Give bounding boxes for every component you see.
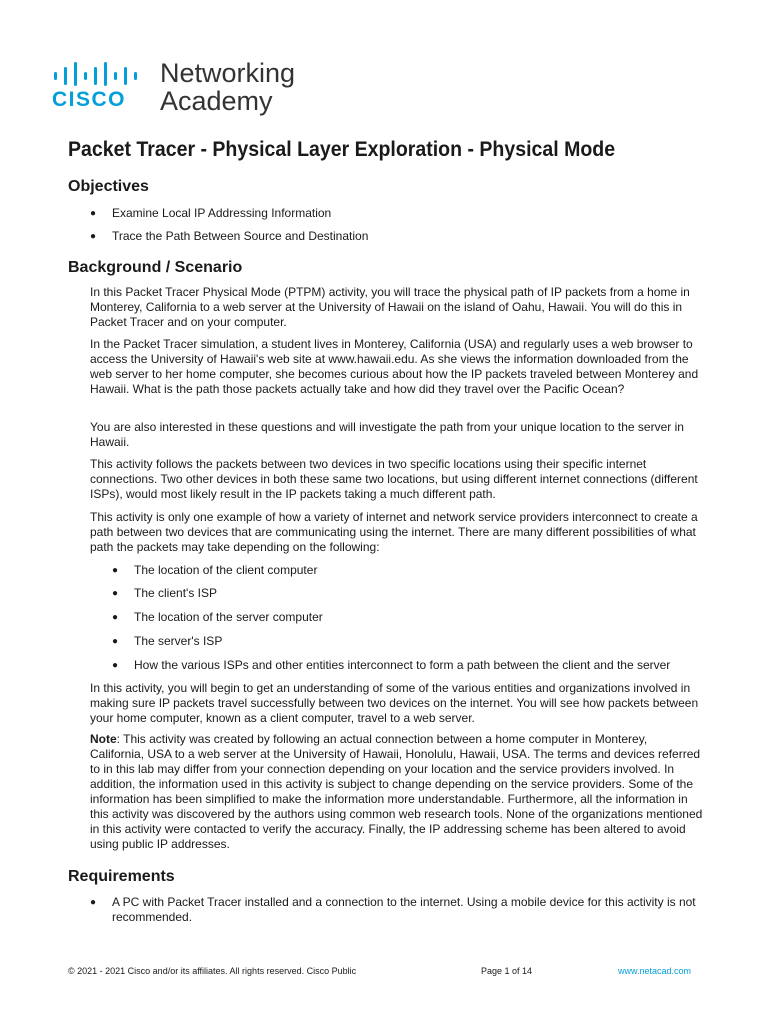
background-heading: Background / Scenario: [68, 259, 243, 276]
note-paragraph: [90, 732, 704, 852]
logo-academy-text: Academy: [160, 86, 273, 116]
bullet-icon: ●: [90, 897, 97, 908]
objectives-heading: Objectives: [68, 178, 149, 195]
note-text: : This activity was created by following an actual connection between a home computer in Monterey, California, USA to a web server at the University of Hawaii, Honolulu, Hawaii, USA. The terms and devices referred to in this lab may differ from your connection depending on your location and the service providers involved. In addition, the information used in this activity is subject to change depending on the service providers. Some of the information has been simplified to make the information more understandable. Furthermore, all the information in this activity was discovered by the authors using common web research tools. None of the organizations mentioned in this activity were contacted to verify the accuracy. Finally, the IP addressing scheme has been altered to avoid using public IP addresses.: [90, 732, 703, 851]
footer-copyright: © 2021 - 2021 Cisco and/or its affiliates. All rights reserved. Cisco Public: [68, 966, 357, 976]
logo-networking-text: Networking: [160, 58, 296, 88]
bullet-icon: ●: [90, 208, 97, 219]
requirements-heading: Requirements: [68, 868, 175, 885]
background-paragraph-6: In this activity, you will begin to get an understanding of some of the various entities and organizations involved in making sure IP packets travel successfully between two devices on the internet. You will see how packets between your home computer, known as a client computer, travel to a web server.: [90, 681, 699, 725]
background-paragraph-5: This activity is only one example of how a variety of internet and network service providers interconnect to create a path between two devices that are communicating using the internet. There are many different possibilities of what path the packets may take depending on the following:: [90, 510, 698, 554]
background-paragraph-2: In the Packet Tracer simulation, a student lives in Monterey, California (USA) and regularly uses a web browser to access the University of Hawaii's web site at www.hawaii.edu. As she views the information downloaded from the web server to her home computer, she becomes curious about how the IP packets traveled between Monterey and Hawaii. What is the path those packets actually take and how did they travel over the Pacific Ocean?: [90, 337, 699, 396]
logo-cisco-wordmark: CISCO: [52, 88, 127, 111]
note-label: Note: [90, 732, 117, 746]
bullet-icon: ●: [112, 565, 119, 576]
bullet-icon: ●: [112, 612, 119, 623]
footer-url-link[interactable]: www.netacad.com: [618, 966, 692, 976]
background-paragraph-1: In this Packet Tracer Physical Mode (PTPM) activity, you will trace the physical path of IP packets from a home in Monterey, California to a web server at the University of Hawaii on the island of Oahu, Hawaii. You will do this in Packet Tracer and on your computer.: [90, 285, 690, 329]
document-title: Packet Tracer - Physical Layer Exploration - Physical Mode: [68, 138, 616, 161]
background-paragraph-3: You are also interested in these questions and will investigate the path from your unique location to the server in Hawaii.: [90, 420, 684, 449]
bullet-icon: ●: [112, 636, 119, 647]
background-paragraph-4: This activity follows the packets between two devices in two specific locations using their specific internet connections. Two other devices in both these same two locations, but using different internet connections (different ISPs), would most likely result in the IP packets taking a much different path.: [90, 457, 698, 501]
bullet-icon: ●: [112, 588, 119, 599]
document-page: CISCO Networking Academy Packet Tracer - Physical Layer Exploration - Physical Mode Objectives ● Examine Local IP Addressing Information ● Trace the Path Between Source and Destination Background / Scenario In this Packet Tracer Physical Mode (PTPM) activity, you will trace the physical path of IP packets from a home in Monterey, California to a web server at the University of Hawaii on the island of Oahu, Hawaii. You will do this in Packet Tracer and on your computer. In the Packet Tracer simulation, a student lives in Monterey, California (USA) and regularly uses a web browser to access the University of Hawaii's web site at www.hawaii.edu. As she views the information downloaded from the web server to her home computer, she becomes curious about how the IP packets traveled between Monterey and Hawaii. What is the path those packets actually take and how did they travel over the Pacific Ocean? You are also interested in these questions and will investigate the path from your unique location to the server in Hawaii. This activity follows the packets between two devices in two specific locations using their specific internet connections. Two other devices in both these same two locations, but using different internet connections (different ISPs), would most likely result in the IP packets taking a much different path. This activity is only one example of how a variety of internet and network service providers interconnect to create a path between two devices that are communicating using the internet. There are many different possibilities of what path the packets may take depending on the following: ● The location of the client computer ● The client's ISP ● The location of the server computer ● The server's ISP ● How the various ISPs and other entities interconnect to form a path between the client and the server In this activity, you will begin to get an understanding of some of the various entities and organizations involved in making sure IP packets travel successfully between two devices on the internet. You will see how packets between your home computer, known as a client computer, travel to a web server. Note: This activity was created by following an actual connection between a home computer in Monterey, California, USA to a web server at the University of Hawaii, Honolulu, Hawaii, USA. The terms and devices referred to in this lab may differ from your connection depending on your location and the service providers involved. In addition, the information used in this activity is subject to change depending on the service providers. Some of the information has been simplified to make the information more understandable. Furthermore, all the information in this activity was discovered by the authors using common web research tools. None of the organizations mentioned in this activity were contacted to verify the accuracy. Finally, the IP addressing scheme has been altered to avoid using public IP addresses. Requirements ● A PC with Packet Tracer installed and a connection to the internet. Using a mobile device for this activity is not recommended. © 2021 - 2021 Cisco and/or its affiliates. All rights reserved. Cisco Public Page 1 of 14 www.netacad.com: [52, 58, 703, 976]
bullet-icon: ●: [90, 231, 97, 242]
cisco-bars-icon: [52, 62, 152, 86]
bullet-icon: ●: [112, 660, 119, 671]
cisco-networking-academy-logo: [52, 58, 312, 118]
footer-page-number: Page 1 of 14: [481, 966, 533, 976]
